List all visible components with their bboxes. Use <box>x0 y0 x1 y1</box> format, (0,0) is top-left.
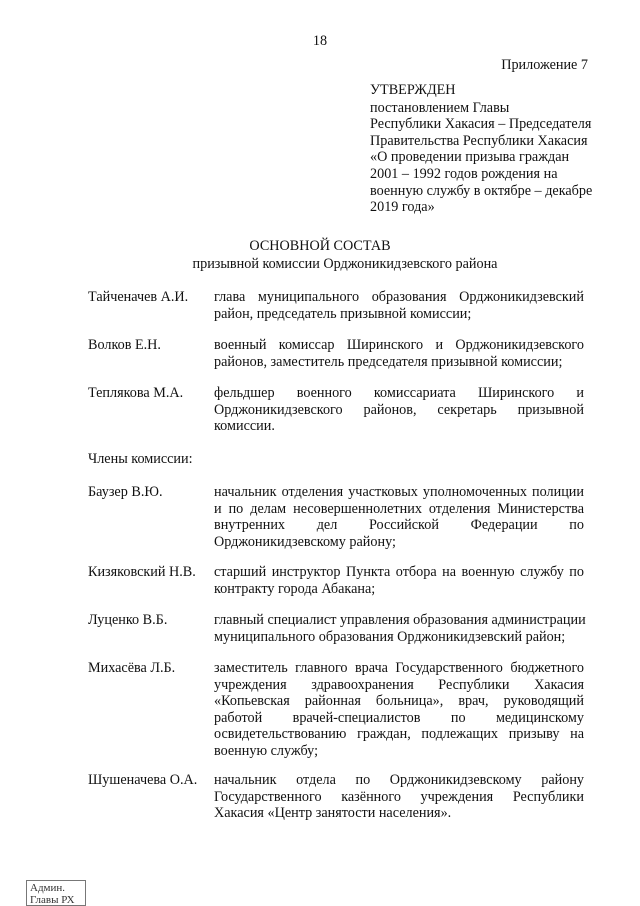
person-name: Кизяковский Н.В. <box>88 564 196 580</box>
role-line: начальник отдела по Орджоникидзевскому району <box>214 772 584 788</box>
document-subtitle: призывной комиссии Орджоникидзевского района <box>192 256 498 272</box>
members-heading: Члены комиссии: <box>88 451 193 467</box>
page-number: 18 <box>312 33 328 49</box>
approval-block <box>370 82 610 216</box>
role-line: и по делам несовершеннолетних отделения Министерства <box>214 500 584 517</box>
role-line: районов, заместитель председателя призывной комиссии; <box>214 353 563 370</box>
person-role <box>214 289 584 322</box>
office-stamp <box>26 880 86 906</box>
appendix-label: Приложение 7 <box>501 57 588 73</box>
person-name: Михасёва Л.Б. <box>88 660 176 676</box>
role-line: глава муниципального образования Орджоникидзевский <box>214 289 584 305</box>
role-line: Государственного казённого учреждения Республики <box>214 788 584 805</box>
role-line: Орджоникидзевского районов, секретарь призывной <box>214 401 584 418</box>
person-role <box>214 484 584 550</box>
approval-line: Правительства Республики Хакасия <box>370 132 588 149</box>
role-line: заместитель главного врача Государственного бюджетного <box>214 660 584 676</box>
role-line: старший инструктор Пункта отбора на военную службу по <box>214 564 584 580</box>
role-line: внутренних дел Российской Федерации по <box>214 517 584 534</box>
stamp-line: Главы РХ <box>30 894 75 906</box>
role-line: Орджоникидзевскому району; <box>214 533 396 550</box>
person-name: Баузер В.Ю. <box>88 484 163 500</box>
role-line: военную службу; <box>214 742 319 759</box>
approval-line: военную службу в октябре – декабре <box>370 182 593 199</box>
role-line: начальник отделения участковых уполномоченных полиции <box>214 484 584 500</box>
role-line: Хакасия «Центр занятости населения». <box>214 805 452 822</box>
role-line: главный специалист управления образования администрации <box>214 612 586 628</box>
approval-line: 2001 – 1992 годов рождения на <box>370 165 558 182</box>
person-role <box>214 772 584 822</box>
approval-line: «О проведении призыва граждан <box>370 149 570 166</box>
person-role <box>214 337 584 370</box>
document-title: ОСНОВНОЙ СОСТАВ <box>249 238 391 254</box>
person-name: Тайченачев А.И. <box>88 289 189 305</box>
role-line: комиссии. <box>214 418 275 435</box>
role-line: контракту города Абакана; <box>214 580 376 597</box>
role-line: муниципального образования Орджоникидзевский район; <box>214 628 566 645</box>
person-name: Луценко В.Б. <box>88 612 168 628</box>
role-line: учреждения здравоохранения Республики Хакасия <box>214 676 584 693</box>
person-role <box>214 660 584 760</box>
role-line: «Копьевская районная больница», врач, руководящий <box>214 693 584 710</box>
approval-line: постановлением Главы <box>370 99 510 116</box>
role-line: фельдшер военного комиссариата Ширинского и <box>214 385 584 401</box>
role-line: освидетельствованию граждан, подлежащих призыву на <box>214 726 584 743</box>
person-name: Волков Е.Н. <box>88 337 161 353</box>
approval-line: Республики Хакасия – Председателя <box>370 116 592 133</box>
role-line: военный комиссар Ширинского и Орджоникидзевского <box>214 337 584 353</box>
person-role <box>214 612 584 645</box>
person-role <box>214 564 584 597</box>
stamp-line: Админ. <box>30 882 66 894</box>
approval-heading: УТВЕРЖДЕН <box>370 82 456 98</box>
approval-line: 2019 года» <box>370 199 435 216</box>
person-name: Теплякова М.А. <box>88 385 184 401</box>
person-name: Шушеначева О.А. <box>88 772 198 788</box>
role-line: работой врачей-специалистов по медицинскому <box>214 709 584 726</box>
role-line: район, председатель призывной комиссии; <box>214 305 472 322</box>
person-role <box>214 385 584 435</box>
